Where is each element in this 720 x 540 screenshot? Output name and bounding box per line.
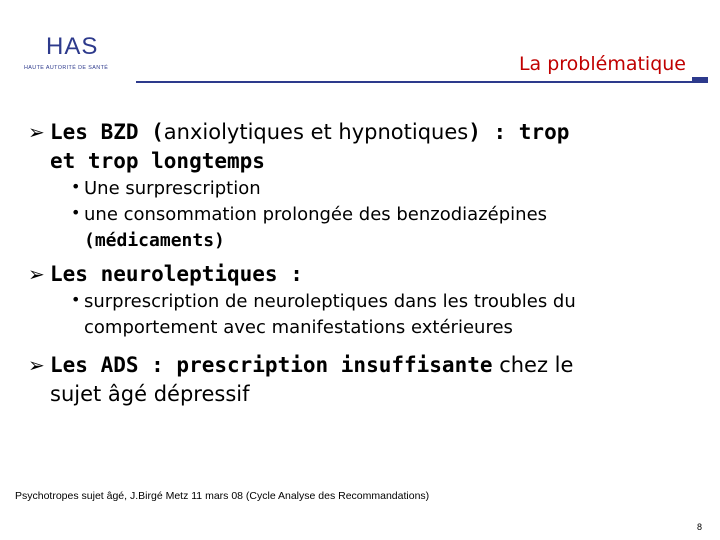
dot-bullet-icon: • [71,203,81,222]
sub-bullet-neuroleptiques [28,289,708,341]
bullet-bzd-line2: et trop longtemps [50,149,265,173]
title-divider [136,81,708,83]
bullet-bzd-prefix: Les BZD ( [50,120,164,144]
bullet-ads-bold: Les ADS : prescription insuffisante [50,353,493,377]
bullet-bzd-normal: anxiolytiques et hypnotiques [163,120,469,144]
arrow-bullet-icon: ➢ [28,262,45,286]
logo-wordmark: HAS [46,33,99,60]
page-number: 8 [696,522,702,532]
sub-bullet-text: surprescription de neuroleptiques dans les troubles du [84,291,576,312]
dot-bullet-icon: • [71,177,81,196]
has-logo [24,34,136,78]
bullet-ads [28,351,708,409]
bullet-ads-line2: sujet âgé dépressif [50,382,250,406]
logo-tagline: HAUTE AUTORITÉ DE SANTÉ [24,65,109,71]
sub-bullet-text: une consommation prolongée des benzodiazépines [84,204,548,225]
arrow-bullet-icon: ➢ [28,120,45,144]
footer-citation: Psychotropes sujet âgé, J.Birgé Metz 11 mars 08 (Cycle Analyse des Recommandations) [15,490,430,502]
bullet-neuroleptiques [28,260,708,289]
bullet-ads-normal: chez le [492,353,574,377]
sub-bullet-text-line2: comportement avec manifestations extérieures [84,317,513,338]
sub-bullet-text-line2: (médicaments) [84,230,225,251]
title-divider-end [692,77,708,83]
sub-bullet-surprescription [28,176,708,202]
slide-content [28,118,708,409]
dot-bullet-icon: • [71,290,81,309]
arrow-bullet-icon: ➢ [28,353,45,377]
bullet-neuroleptiques-text: Les neuroleptiques : [50,262,303,286]
sub-bullet-consommation [28,202,708,254]
bullet-bzd [28,118,708,176]
bullet-bzd-suffix: ) : trop [468,120,570,144]
slide-title: La problématique [518,53,686,75]
sub-bullet-text: Une surprescription [84,178,261,199]
